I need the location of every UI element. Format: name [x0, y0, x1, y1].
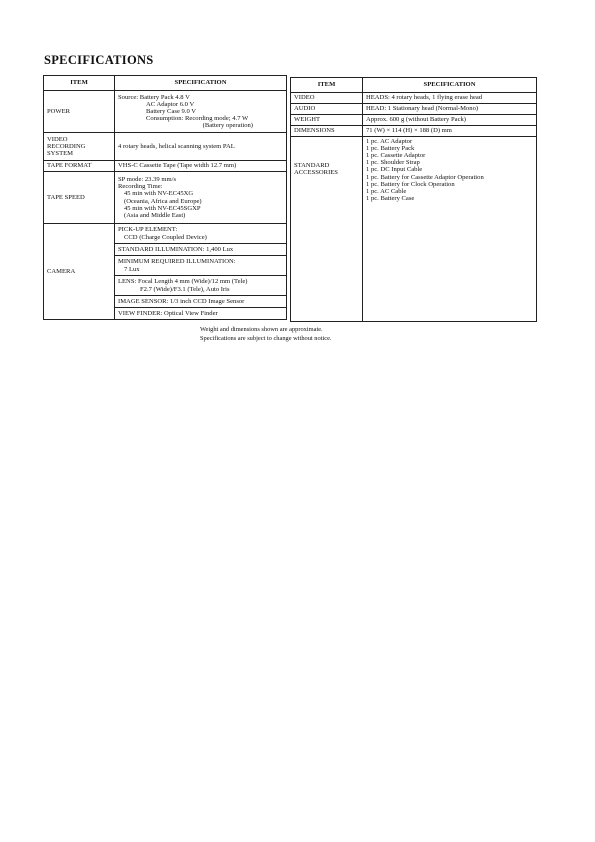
spec-accessories: [363, 137, 537, 322]
item-tape-speed: TAPE SPEED: [44, 172, 115, 224]
item-label-line: STANDARD: [294, 162, 330, 169]
spec-line: CCD (Charge Coupled Device): [124, 233, 207, 241]
spec-line: 45 min with NV-EC45SGXP: [124, 204, 201, 212]
table-row-video-recording: [44, 133, 287, 161]
table-row-audio: [291, 104, 537, 115]
table-row-power: [44, 91, 287, 133]
spec-line: AC Adaptor 6.0 V: [146, 100, 195, 108]
spec-line: 45 min with NV-EC45XG: [124, 190, 194, 198]
column-header-specification: SPECIFICATION: [115, 76, 287, 91]
item-dimensions: DIMENSIONS: [291, 126, 363, 137]
spec-line: SP mode: 23.39 mm/s: [118, 176, 177, 184]
table-row-weight: [291, 115, 537, 126]
item-label-line: SYSTEM: [47, 150, 74, 158]
accessory-line: 1 pc. AC Cable: [366, 187, 407, 195]
spec-video-recording: 4 rotary heads, helical scanning system PAL: [115, 133, 287, 161]
table-row-video: [291, 93, 537, 104]
table-row-tape-speed: [44, 172, 287, 224]
spec-standard-illumination: STANDARD ILLUMINATION: 1,400 Lux: [115, 244, 287, 256]
item-camera: CAMERA: [44, 224, 115, 320]
spec-line: Battery Case 9.0 V: [146, 107, 197, 115]
spec-table-left: [43, 75, 287, 320]
spec-line: Source: Battery Pack 4.8 V: [118, 93, 190, 101]
accessory-line: 1 pc. DC Input Cable: [366, 166, 423, 174]
column-header-specification: SPECIFICATION: [363, 78, 537, 93]
spec-audio: HEAD: 1 Stationary head (Normal-Mono): [363, 104, 537, 115]
table-row-tape-format: [44, 161, 287, 172]
spec-dimensions: 71 (W) × 114 (H) × 188 (D) mm: [363, 126, 537, 137]
footnote-approximate: Weight and dimensions shown are approximate.: [200, 326, 323, 333]
item-weight: WEIGHT: [291, 115, 363, 126]
accessory-line: 1 pc. Battery for Cassette Adaptor Operation: [366, 173, 484, 181]
spec-line: F2.7 (Wide)/F3.1 (Tele), Auto Iris: [140, 285, 230, 293]
item-audio: AUDIO: [291, 104, 363, 115]
spec-line: (Battery operation): [202, 122, 253, 130]
spec-video: HEADS: 4 rotary heads, 1 flying erase head: [363, 93, 537, 104]
spec-minimum-illumination: [115, 256, 287, 276]
spec-line: 7 Lux: [124, 265, 140, 273]
item-power: POWER: [44, 91, 115, 133]
item-label-line: RECORDING: [47, 142, 86, 150]
spec-image-sensor: IMAGE SENSOR: 1/3 inch CCD Image Sensor: [115, 296, 287, 308]
spec-lens: [115, 276, 287, 296]
accessory-line: 1 pc. Battery Pack: [366, 145, 415, 153]
spec-line: LENS: Focal Length 4 mm (Wide)/12 mm (Tele): [118, 278, 248, 286]
spec-table-right: [290, 77, 537, 322]
spec-line: (Asia and Middle East): [124, 211, 186, 219]
page-title: SPECIFICATIONS: [44, 53, 154, 67]
footnote-change-notice: Specifications are subject to change without notice.: [200, 334, 332, 342]
accessory-line: 1 pc. Shoulder Strap: [366, 159, 420, 167]
item-video: VIDEO: [291, 93, 363, 104]
spec-tape-format: VHS-C Cassette Tape (Tape width 12.7 mm): [115, 161, 287, 172]
spec-pickup-element: [115, 224, 287, 244]
item-standard-accessories: [291, 137, 363, 322]
footnotes: [200, 326, 332, 343]
spec-line: Recording Time:: [118, 183, 163, 191]
accessory-line: 1 pc. Battery for Clock Operation: [366, 180, 455, 188]
spec-view-finder: VIEW FINDER: Optical View Finder: [115, 308, 287, 320]
table-row-dimensions: [291, 126, 537, 137]
spec-line: MINIMUM REQUIRED ILLUMINATION:: [118, 258, 236, 266]
spec-tape-speed: [115, 172, 287, 224]
spec-line: PICK-UP ELEMENT:: [118, 226, 178, 234]
item-tape-format: TAPE FORMAT: [44, 161, 115, 172]
table-row-camera-pickup: [44, 224, 287, 244]
column-header-item: ITEM: [291, 78, 363, 93]
table-row-accessories: [291, 137, 537, 322]
accessory-line: 1 pc. AC Adaptor: [366, 138, 413, 145]
item-label-line: ACCESSORIES: [294, 169, 338, 177]
header-row: [44, 76, 287, 91]
accessory-line: 1 pc. Cassette Adaptor: [366, 152, 426, 160]
column-header-item: ITEM: [44, 76, 115, 91]
spec-line: Consumption: Recording mode; 4.7 W: [146, 115, 249, 123]
accessory-line: 1 pc. Battery Case: [366, 194, 415, 202]
spec-power: [115, 91, 287, 133]
spec-weight: Approx. 600 g (without Battery Pack): [363, 115, 537, 126]
item-label-line: VIDEO: [47, 135, 68, 143]
spec-line: (Oceania, Africa and Europe): [124, 197, 202, 205]
header-row: [291, 78, 537, 93]
item-video-recording-system: [44, 133, 115, 161]
